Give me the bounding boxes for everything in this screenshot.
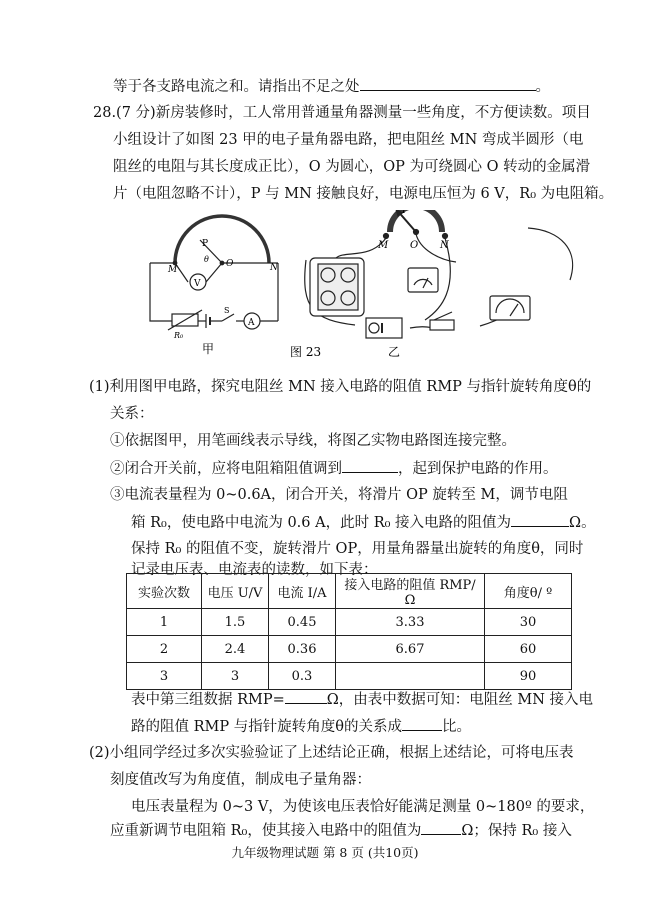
table-question-line-1: 表中第三组数据 RMP= Ω，由表中数据可知：电阻丝 MN 接入电	[131, 689, 593, 710]
table-header-cell: 电压 U/V	[202, 574, 269, 609]
label-O-right: O	[410, 240, 419, 251]
table-cell: 3	[202, 663, 269, 690]
label-P-right: P	[402, 210, 409, 216]
part-1-line-1: (1)利用图甲电路，探究电阻丝 MN 接入电路的阻值 RMP 与指针旋转角度θ的	[89, 379, 592, 395]
answer-blank[interactable]	[360, 76, 536, 91]
table-cell: 6.67	[336, 636, 485, 663]
table-header-cell: 角度θ/ º	[485, 574, 572, 609]
question-28-line-2: 小组设计了如图 23 甲的电子量角器电路，把电阻丝 MN 弯成半圆形（电	[113, 132, 584, 148]
answer-blank[interactable]	[285, 689, 327, 704]
table-cell: 3	[127, 663, 202, 690]
table-cell: 90	[485, 663, 572, 690]
text-line-1: 等于各支路电流之和。请指出不足之处 。	[113, 76, 550, 97]
table-row	[127, 636, 572, 663]
answer-blank[interactable]	[421, 820, 461, 835]
switch-label: S	[224, 306, 230, 315]
answer-blank[interactable]	[402, 716, 442, 731]
label-theta: θ	[204, 255, 209, 264]
figure-23	[140, 210, 600, 370]
resistor-label: R₀	[174, 331, 184, 340]
table-cell: 2	[127, 636, 202, 663]
part-2-line-2: 刻度值改写为角度值，制成电子量角器：	[110, 772, 371, 788]
answer-blank[interactable]	[342, 458, 398, 473]
label-O-left: O	[226, 259, 234, 269]
table-header-cell: 实验次数	[127, 574, 202, 609]
apparatus-right	[305, 210, 573, 338]
table-cell	[336, 663, 485, 690]
label-N-left: N	[270, 263, 278, 273]
figure-label-jia: 甲	[202, 342, 215, 356]
table-cell: 0.45	[269, 609, 336, 636]
table-cell: 0.36	[269, 636, 336, 663]
voltmeter-symbol: V	[194, 279, 201, 289]
table-cell: 2.4	[202, 636, 269, 663]
ammeter-symbol: A	[248, 318, 255, 328]
table-header-cell: 电流 I/A	[269, 574, 336, 609]
label-N-right: N	[440, 240, 449, 251]
step-1: ①依据图甲，用笔画线表示导线，将图乙实物电路图连接完整。	[110, 433, 516, 449]
part-1-line-2: 关系：	[110, 406, 154, 422]
step-3-line-4: 记录电压表、电流表的读数，如下表：	[131, 562, 378, 578]
table-cell: 1	[127, 609, 202, 636]
step-3-line-1: ③电流表量程为 0~0.6A，闭合开关，将滑片 OP 旋转至 M，调节电阻	[110, 487, 568, 503]
figure-caption: 图 23	[290, 345, 322, 359]
table-cell: 0.3	[269, 663, 336, 690]
answer-blank[interactable]	[511, 512, 569, 527]
part-2-line-3: 电压表量程为 0~3 V，为使该电压表恰好能满足测量 0~180º 的要求，	[131, 799, 595, 815]
figure-label-yi: 乙	[388, 345, 401, 359]
table-row	[127, 609, 572, 636]
table-header-row	[127, 574, 572, 609]
question-28-line-4: 片（电阻忽略不计），P 与 MN 接触良好，电源电压恒为 6 V，R₀ 为电阻箱。	[113, 186, 614, 202]
label-M-right: M	[378, 240, 389, 251]
circuit-diagram	[140, 210, 600, 370]
table-cell: 1.5	[202, 609, 269, 636]
part-2-line-1: (2)小组同学经过多次实验验证了上述结论正确，根据上述结论，可将电压表	[89, 745, 574, 761]
step-3-line-3: 保持 R₀ 的阻值不变，旋转滑片 OP，用量角器量出旋转的角度θ，同时	[131, 541, 584, 557]
part-2-line-4: 应重新调节电阻箱 R₀，使其接入电路中的阻值为 Ω；保持 R₀ 接入	[110, 820, 572, 841]
page-footer: 九年级物理试题 第 8 页 (共10页)	[231, 845, 419, 860]
table-cell: 30	[485, 609, 572, 636]
question-28-line-1: 28.(7 分)新房装修时，工人常用普通量角器测量一些角度，不方便读数。项目	[93, 105, 591, 121]
table-question-line-2: 路的阻值 RMP 与指针旋转角度θ的关系成 比。	[131, 716, 471, 737]
question-28-line-3: 阻丝的电阻与其长度成正比），O 为圆心，OP 为可绕圆心 O 转动的金属滑	[113, 159, 591, 175]
label-M-left: M	[168, 265, 178, 275]
table-row	[127, 663, 572, 690]
table-cell: 60	[485, 636, 572, 663]
step-3-line-2: 箱 R₀，使电路中电流为 0.6 A，此时 R₀ 接入电路的阻值为 Ω。	[131, 512, 596, 533]
label-P-left: P	[202, 239, 209, 249]
table-cell: 3.33	[336, 609, 485, 636]
step-2: ②闭合开关前，应将电阻箱阻值调到 ，起到保护电路的作用。	[110, 458, 558, 479]
data-table	[126, 573, 572, 690]
table-header-cell: 接入电路的阻值 RMP/Ω	[336, 574, 485, 609]
